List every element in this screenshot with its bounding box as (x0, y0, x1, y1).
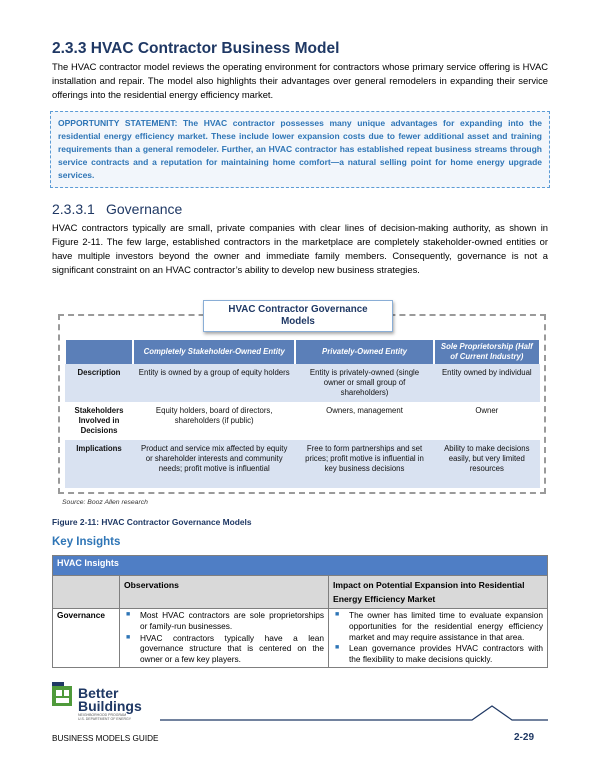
table-cell: Entity is privately-owned (single owner or small group of shareholders) (295, 364, 433, 402)
logo-wordmark (78, 687, 142, 713)
subsection-heading (52, 201, 182, 217)
list-item-text: Most HVAC contractors are sole proprietorships or family-run businesses. (140, 610, 324, 631)
logo-sub-line1: NEIGHBORHOOD PROGRAM (78, 713, 127, 717)
table-row (65, 440, 540, 488)
table-cell: Free to form partnerships and set prices; profit motive is influential in key business decisions (295, 440, 433, 488)
square-bullet-icon: ■ (126, 633, 131, 641)
figure-title-line2: Models (281, 316, 315, 327)
section-heading: 2.3.3 HVAC Contractor Business Model (52, 40, 340, 57)
header-blank (53, 576, 120, 609)
figure-caption: Figure 2-11: HVAC Contractor Governance Models (52, 517, 252, 527)
figure-title-line1: HVAC Contractor Governance (228, 304, 368, 315)
insights-table (52, 555, 548, 668)
footer-guide-title: BUSINESS MODELS GUIDE (52, 734, 159, 743)
col-observations: Observations (120, 576, 329, 609)
insights-title-row (53, 556, 548, 576)
list-item-text: The owner has limited time to evaluate expansion opportunities for the residential energy efficiency market and may require assistance in that area. (349, 610, 543, 642)
list-item (124, 610, 324, 632)
subsection-number: 2.3.3.1 (52, 201, 95, 217)
impact-cell (329, 609, 548, 668)
page-number: 2-29 (514, 732, 535, 743)
table-row (65, 402, 540, 440)
list-item (333, 610, 543, 642)
table-cell: Owner (434, 402, 540, 440)
list-item (124, 633, 324, 665)
col-impact: Impact on Potential Expansion into Residential Energy Efficiency Market (329, 576, 548, 609)
row-label: Implications (65, 440, 133, 488)
insights-table-title: HVAC Insights (53, 556, 548, 576)
key-insights-heading: Key Insights (52, 536, 121, 548)
logo-line2: Buildings (78, 698, 142, 714)
row-label: Governance (53, 609, 120, 668)
figure-title (203, 300, 393, 332)
col-stakeholder-owned: Completely Stakeholder-Owned Entity (133, 340, 295, 364)
governance-header-row (65, 340, 540, 364)
insights-header-row (53, 576, 548, 609)
square-bullet-icon: ■ (126, 611, 131, 618)
opportunity-statement: OPPORTUNITY STATEMENT: The HVAC contractor possesses many unique advantages for expanding into the residential energy efficiency market. These include lower expansion costs due to fewer additional asset and training requirements than a general remodeler. Further, an HVAC contractor has established repeat business streams through service contracts and a reputation for maintaining home comfort—a natural selling point for home energy upgrade services. (50, 111, 550, 188)
list-item (333, 643, 543, 665)
subsection-title: Governance (106, 201, 183, 217)
table-cell: Entity is owned by a group of equity holders (133, 364, 295, 402)
table-cell: Owners, management (295, 402, 433, 440)
table-row (65, 364, 540, 402)
governance-paragraph: HVAC contractors typically are small, private companies with clear lines of decision-making authority, as shown in Figure 2-11. The few large, established contractors in the marketplace are completely stakeholder-owned entities or have multiple investors beyond the owner and immediate family members. Consequently, governance is not a significant constraint on an HVAC contractor’s ability to develop new business strategies. (52, 222, 548, 275)
table-row (53, 609, 548, 668)
table-cell: Ability to make decisions easily, but very limited resources (434, 440, 540, 488)
list-item-text: HVAC contractors typically have a lean governance structure that is centered on the owner or a few key players. (140, 632, 324, 665)
col-privately-owned: Privately-Owned Entity (295, 340, 433, 364)
row-label: Description (65, 364, 133, 402)
list-item-text: Lean governance provides HVAC contractors with the flexibility to make decisions quickly. (349, 643, 543, 665)
table-cell: Product and service mix affected by equity or shareholder interests and community needs; profit motive is influential (133, 440, 295, 488)
logo-subtitle (78, 713, 131, 721)
intro-paragraph: The HVAC contractor model reviews the operating environment for contractors whose primary service offering is HVAC installation and repair. The model also highlights their advantages over general remodelers in expanding their service offerings into the residential energy efficiency market. (52, 61, 548, 100)
col-sole-proprietorship: Sole Proprietorship (Half of Current Industry) (434, 340, 540, 364)
governance-table (64, 340, 541, 488)
figure-source: Source: Booz Allen research (62, 499, 148, 506)
square-bullet-icon: ■ (335, 611, 340, 618)
table-cell: Equity holders, board of directors, shareholders (if public) (133, 402, 295, 440)
table-cell: Entity owned by individual (434, 364, 540, 402)
square-bullet-icon: ■ (335, 644, 340, 652)
logo-sub-line2: U.S. DEPARTMENT OF ENERGY (78, 717, 132, 721)
observations-cell (120, 609, 329, 668)
logo-line1: Better (78, 685, 119, 701)
header-blank (65, 340, 133, 364)
row-label: Stakeholders Involved in Decisions (65, 402, 133, 440)
